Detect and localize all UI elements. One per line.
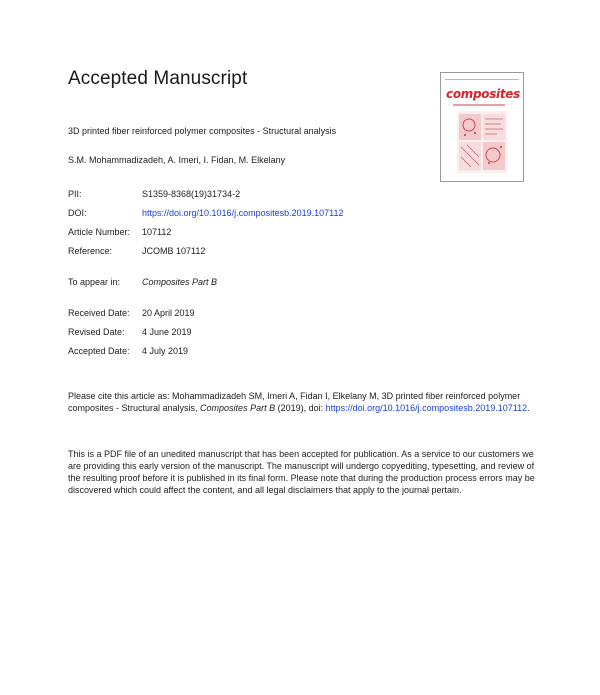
meta-revised-value: 4 June 2019 — [142, 327, 192, 337]
meta-received-label: Received Date: — [68, 308, 130, 318]
article-title: 3D printed fiber reinforced polymer composites - Structural analysis — [68, 126, 337, 136]
meta-appear-value: Composites Part B — [142, 277, 218, 287]
meta-accepted-label: Accepted Date: — [68, 346, 130, 356]
meta-doi-label: DOI: — [68, 208, 87, 218]
meta-pii-label: PII: — [68, 189, 82, 199]
citation-doi-link[interactable]: https://doi.org/10.1016/j.compositesb.2019.107112 — [325, 403, 528, 413]
disclaimer-paragraph: This is a PDF file of an unedited manuscript that has been accepted for publication. As a service to our customers we are providing this early version of the manuscript. The manuscript will undergo copyediting, typesetting, and review of the resulting proof before it is published in its final form. Please note that during the production process errors may be discovered which could affect the content, and all legal disclaimers that apply to the journal pertain. — [68, 449, 535, 495]
meta-article-number-label: Article Number: — [68, 227, 131, 237]
meta-revised-label: Revised Date: — [68, 327, 125, 337]
citation-text: Please cite this article as: Mohammadizadeh SM, Imeri A, Fidan I, Elkelany M, 3D printed fiber reinforced polymer composites - Structural analysis, — [68, 391, 521, 413]
meta-revised — [68, 327, 192, 337]
meta-received — [68, 308, 195, 318]
doi-link[interactable]: https://doi.org/10.1016/j.compositesb.2019.107112 — [142, 208, 344, 218]
journal-cover-thumbnail — [440, 72, 524, 182]
article-authors: S.M. Mohammadizadeh, A. Imeri, I. Fidan, M. Elkelany — [68, 155, 286, 165]
meta-reference-value: JCOMB 107112 — [142, 246, 206, 256]
meta-appear-label: To appear in: — [68, 277, 121, 287]
meta-accepted — [68, 346, 188, 356]
cover-illustration — [457, 111, 507, 173]
citation-middle: (2019), doi: — [275, 403, 326, 413]
meta-accepted-value: 4 July 2019 — [142, 346, 189, 356]
meta-doi — [68, 208, 343, 218]
meta-appear — [68, 277, 217, 287]
meta-reference-label: Reference: — [68, 246, 113, 256]
meta-article-number — [68, 227, 171, 237]
meta-article-number-value: 107112 — [142, 227, 172, 237]
meta-pii — [68, 189, 240, 199]
cover-journal-name: composites — [446, 87, 520, 101]
citation-suffix: . — [527, 403, 530, 413]
cover-header-rule — [445, 76, 519, 80]
citation-paragraph — [68, 390, 538, 414]
meta-reference — [68, 246, 205, 256]
cover-subtitle-bar — [453, 104, 505, 106]
citation-journal: Composites Part B — [200, 403, 276, 413]
meta-pii-value: S1359-8368(19)31734-2 — [142, 189, 241, 199]
meta-received-value: 20 April 2019 — [142, 308, 195, 318]
page-heading: Accepted Manuscript — [68, 68, 248, 89]
